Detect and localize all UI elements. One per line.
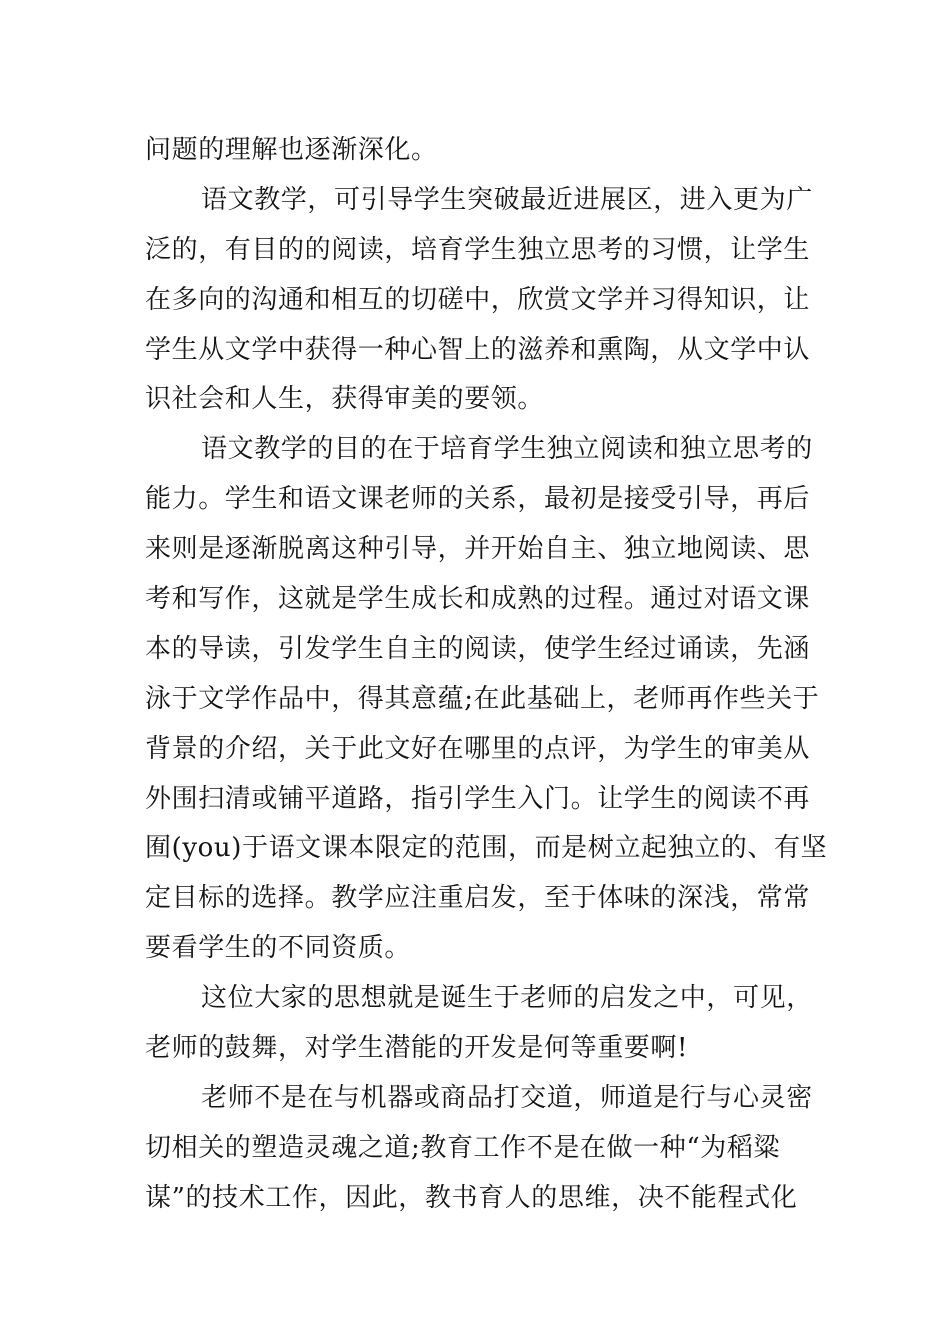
text-line: 囿(you)于语文课本限定的范围，而是树立起独立的、有坚 <box>145 833 828 864</box>
paragraph-first-line: 语文教学的目的在于培育学生独立阅读和独立思考的 <box>201 434 813 465</box>
document-body <box>145 126 828 1224</box>
text-line: 来则是逐渐脱离这种引导，并开始自主、独立地阅读、思 <box>145 534 811 565</box>
text-line: 问题的理解也逐渐深化。 <box>145 135 438 165</box>
text-line: 考和写作，这就是学生成长和成熟的过程。通过对语文课 <box>145 584 811 615</box>
text-line: 泳于文学作品中，得其意蕴;在此基础上，老师再作些关于 <box>145 683 820 714</box>
text-line: 定目标的选择。教学应注重启发，至于体味的深浅，常常 <box>145 883 811 914</box>
paragraph-first-line: 这位大家的思想就是诞生于老师的启发之中，可见， <box>201 983 813 1014</box>
paragraph-first-line: 语文教学，可引导学生突破最近进展区，进入更为广 <box>201 184 813 215</box>
text-line: 要看学生的不同资质。 <box>145 933 412 964</box>
text-line: 谋”的技术工作，因此，教书育人的思维，决不能程式化 <box>145 1182 798 1213</box>
text-line: 本的导读，引发学生自主的阅读，使学生经过诵读，先涵 <box>145 633 811 664</box>
text-line: 在多向的沟通和相互的切磋中，欣赏文学并习得知识，让 <box>145 284 811 315</box>
text-line: 切相关的塑造灵魂之道;教育工作不是在做一种“为稻粱 <box>145 1132 781 1163</box>
text-line: 外围扫清或铺平道路，指引学生入门。让学生的阅读不再 <box>145 783 811 814</box>
text-line: 背景的介绍，关于此文好在哪里的点评，为学生的审美从 <box>145 733 811 764</box>
text-line: 识社会和人生，获得审美的要领。 <box>145 384 545 415</box>
text-line: 泛的，有目的的阅读，培育学生独立思考的习惯，让学生 <box>145 234 811 265</box>
paragraph-first-line: 老师不是在与机器或商品打交道，师道是行与心灵密 <box>201 1082 813 1113</box>
text-line: 老师的鼓舞，对学生潜能的开发是何等重要啊! <box>145 1033 689 1064</box>
text-line: 能力。学生和语文课老师的关系，最初是接受引导，再后 <box>145 484 811 515</box>
text-line: 学生从文学中获得一种心智上的滋养和熏陶，从文学中认 <box>145 334 811 365</box>
